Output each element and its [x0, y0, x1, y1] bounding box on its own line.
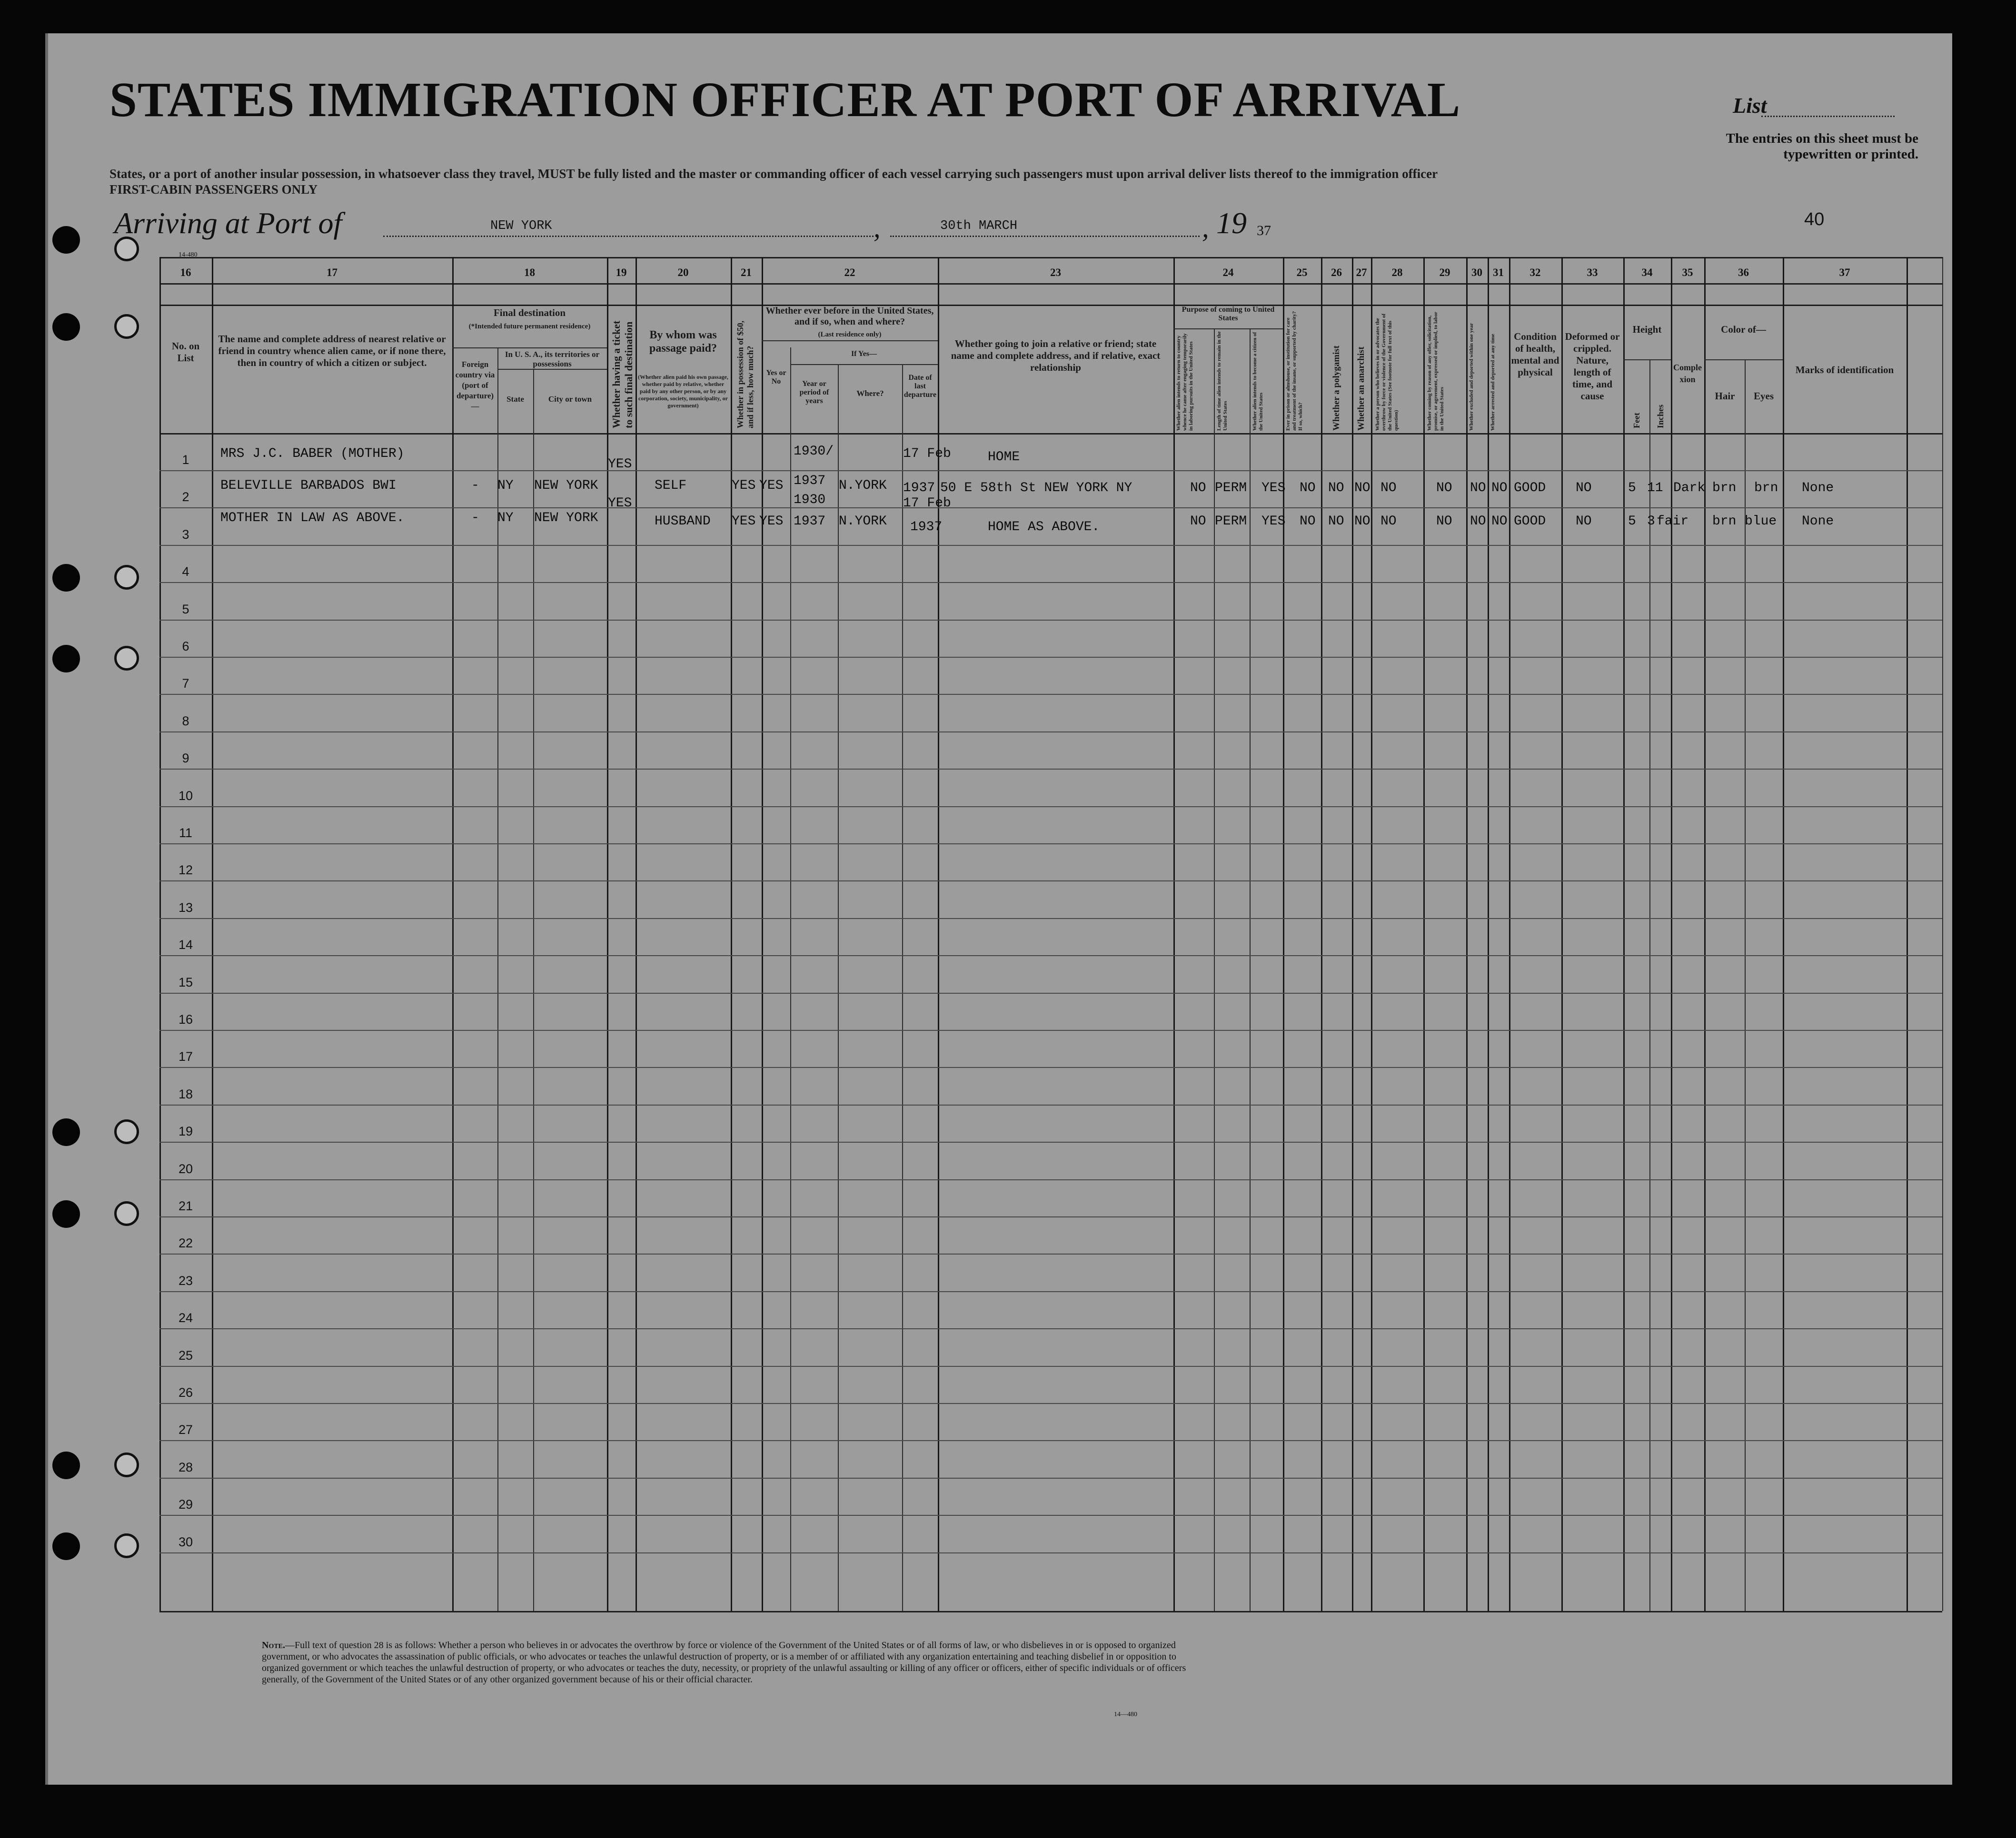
row-number: 2 [182, 490, 189, 504]
header-city: City or town [548, 395, 592, 404]
entry-2-q25: NO [1300, 514, 1316, 529]
table-row [159, 1217, 1942, 1255]
header-state: State [506, 395, 524, 404]
row-number: 10 [178, 788, 193, 803]
binder-hole [52, 645, 80, 672]
table-row [159, 1404, 1942, 1441]
binder-ring [114, 646, 139, 671]
entry-1-purpose-b: PERM [1215, 481, 1247, 495]
entry-1-join-top: HOME [988, 450, 1020, 464]
row-number: 16 [178, 1012, 193, 1027]
entry-1-join: 50 E 58th St NEW YORK NY [940, 481, 1132, 495]
entry-2-q30: NO [1470, 514, 1486, 529]
header-q28: Whether a person who believes in or advocates the overthrow by force or violence of the Government of the United States (See footnote for full text of this question) [1375, 313, 1399, 431]
entry-2-q26: NO [1328, 514, 1344, 529]
subheader-line [1704, 359, 1783, 360]
table-row [159, 1516, 1942, 1553]
footnote [262, 1640, 1195, 1685]
header-polygamist: Whether a polygamist [1331, 345, 1341, 431]
entry-1-health: GOOD [1514, 481, 1546, 495]
column-number: 37 [1839, 267, 1850, 278]
header-health: Condition of health, mental and physical [1511, 331, 1559, 378]
year-prefix: 19 [1216, 206, 1247, 240]
entry-1-foreign: - [471, 478, 479, 493]
header-relative-address: The name and complete address of nearest relative or friend in country whence alien came, or if none there, then in country of which a citizen or subject. [218, 333, 446, 368]
entry-2-hair: brn [1712, 514, 1737, 529]
header-if-yes: If Yes— [851, 350, 877, 358]
header-by-whom-note: (Whether alien paid his own passage, whether paid by relative, whether paid by any other person, or by any corporation, society, municipality, or government) [638, 374, 728, 409]
binder-ring [114, 1453, 139, 1477]
binder-hole [52, 1200, 80, 1228]
row-number: 9 [182, 751, 189, 766]
entry-2-relative: MOTHER IN LAW AS ABOVE. [220, 511, 405, 525]
column-number: 20 [677, 267, 689, 278]
row-number: 20 [178, 1161, 193, 1176]
entry-1-hair: brn [1712, 481, 1737, 495]
header-year-period: Year or period of years [799, 380, 829, 405]
subheader-line [790, 364, 938, 365]
row-number: 13 [178, 900, 193, 915]
class-line: FIRST-CABIN PASSENGERS ONLY [109, 182, 318, 197]
column-number: 29 [1439, 267, 1450, 278]
column-number: 36 [1738, 267, 1749, 278]
entry-1-complexion: Dark [1673, 481, 1706, 495]
header-deformed: Deformed or crippled. Nature, length of time, and cause [1565, 331, 1620, 402]
column-number: 18 [524, 267, 535, 278]
row-number: 24 [178, 1311, 193, 1325]
table-row [159, 770, 1942, 807]
header-marks: Marks of identification [1795, 364, 1894, 376]
row-number: 15 [178, 975, 193, 989]
binder-hole [52, 1452, 80, 1479]
entry-1-relative: BELEVILLE BARBADOS BWI [220, 478, 397, 493]
entry-1-q25: NO [1300, 481, 1316, 495]
row-number: 11 [179, 826, 193, 840]
row-number: 14 [178, 938, 193, 952]
header-anarchist: Whether an anarchist [1356, 346, 1366, 431]
subheader-line [1173, 328, 1283, 329]
row-number: 28 [178, 1460, 193, 1474]
entry-2-state: NY [497, 511, 514, 525]
entry-1-q26: NO [1328, 481, 1344, 495]
table-row [159, 583, 1942, 621]
subheader-line [452, 347, 607, 348]
entry-1-q29: NO [1436, 481, 1452, 495]
header-date-departure: Date of last departure [904, 374, 937, 399]
table-row [159, 1031, 1942, 1068]
table-row [159, 919, 1942, 956]
entry-1-eyes: brn [1754, 481, 1778, 495]
entry-1-feet: 5 [1628, 481, 1636, 495]
binder-ring [114, 314, 139, 339]
table-row [159, 807, 1942, 844]
entry-1-purpose-c: YES [1261, 481, 1286, 495]
entry-1-year-top: 1930/ [794, 444, 834, 459]
column-number: 26 [1331, 267, 1342, 278]
header-feet: Feet [1632, 413, 1641, 428]
entry-2-deformed: NO [1576, 514, 1592, 529]
header-ticket: Whether having a ticket to such final destination [610, 320, 635, 428]
column-number-line [159, 283, 1942, 285]
row-number: 5 [182, 602, 189, 616]
entry-1-purpose-a: NO [1190, 481, 1206, 495]
entry-1-fifty: YES [732, 478, 756, 493]
header-foreign-country: Foreign country via (port of departure)— [455, 360, 495, 411]
header-by-whom-paid: By whom was passage paid? [649, 329, 717, 355]
binder-ring [114, 1119, 139, 1144]
row-number: 26 [178, 1385, 193, 1400]
header-purpose: Purpose of coming to United States [1182, 306, 1275, 322]
header-complexion: Complexion [1673, 363, 1702, 384]
table-row [159, 658, 1942, 695]
entry-1-paid-by: SELF [655, 478, 687, 493]
row-number: 12 [178, 863, 193, 878]
header-where: Where? [856, 389, 884, 398]
header-height: Height [1632, 324, 1662, 335]
header-q31: Whether arrested and deported at any time [1490, 334, 1496, 431]
column-number: 31 [1493, 267, 1504, 278]
header-before-in-us: Whether ever before in the United States, and if so, when and where? [765, 306, 934, 327]
row-number: 7 [182, 676, 189, 691]
binder-hole [52, 1532, 80, 1560]
entry-2-q28: NO [1380, 514, 1397, 529]
footnote-form-number: 14—480 [1114, 1711, 1137, 1718]
binder-ring [114, 565, 139, 590]
row-number: 23 [178, 1273, 193, 1288]
row-number: 17 [178, 1049, 193, 1064]
footnote-label: Note. [262, 1640, 286, 1650]
entry-2-departure-top: 17 Feb [903, 496, 951, 511]
header-fifty-dollars: Whether in possession of $50, and if less, how much? [735, 320, 755, 428]
entry-1-before: YES [759, 478, 784, 493]
entry-2-q31: NO [1491, 514, 1508, 529]
header-eyes: Eyes [1754, 390, 1774, 402]
row-number: 3 [182, 527, 189, 542]
footnote-text: —Full text of question 28 is as follows: Whether a person who believes in or advocates the overthrow by force or violence of the Government of the United States or of all forms of law, or who disbelieves in or is opposed to organized government, or who advocates the assassination of public officials, or who advocates or teaches the unlawful destruction of property, or is a member of or affiliated with any organization entertaining and teaching disbelief in or opposition to organized government or which teaches the unlawful destruction of property, or who advocates or teaches the duty, necessity, or propriety of the unlawful assaulting or killing of any officer or officers, either of specific individuals or of officers generally, of the Government of the United States or of any other organized government because of his or their official character. [262, 1640, 1186, 1685]
table-row [159, 1442, 1942, 1479]
arriving-label: Arriving at Port of [114, 206, 342, 240]
port-line [383, 236, 874, 237]
table-row [159, 695, 1942, 732]
table-row [159, 434, 1942, 471]
table-row [159, 882, 1942, 919]
entry-1-q31: NO [1491, 481, 1508, 495]
table-row [159, 994, 1942, 1031]
table-row [159, 1143, 1942, 1180]
year-suffix: 37 [1257, 223, 1271, 238]
entry-1-departure: 1937 [903, 481, 935, 495]
subheader-line [497, 369, 607, 370]
instruction-text: States, or a port of another insular possession, in whatsoever class they travel, MUST be fully listed and the master or commanding officer of each vessel carrying such passengers must upon arrival deliver lists thereof to the immigration officer [109, 167, 1438, 181]
table-row [159, 1255, 1942, 1292]
header-join-relative: Whether going to join a relative or friend; state name and complete address, and if relative, exact relationship [951, 338, 1161, 373]
entry-1-ticket: YES [608, 457, 632, 472]
entry-1-departure-top: 17 Feb [903, 446, 951, 461]
header-hair: Hair [1715, 390, 1735, 402]
entry-2-purpose-a: NO [1190, 514, 1206, 529]
list-number-line [1761, 116, 1895, 117]
table-row [159, 1292, 1942, 1329]
column-number: 28 [1391, 267, 1403, 278]
binder-hole [52, 313, 80, 341]
header-purpose-b: Length of time alien intends to remain in the United States [1216, 331, 1228, 431]
header-q30: Whether excluded and deported within one year [1469, 323, 1474, 431]
column-number: 22 [844, 267, 855, 278]
row-number: 6 [182, 639, 189, 653]
column-number: 34 [1641, 267, 1653, 278]
table-row [159, 546, 1942, 583]
table-row [159, 957, 1942, 994]
column-number: 16 [180, 267, 191, 278]
header-color-of: Color of— [1721, 324, 1766, 335]
column-number: 23 [1050, 267, 1061, 278]
column-number: 17 [327, 267, 338, 278]
entry-1-marks: None [1802, 481, 1834, 495]
column-number: 35 [1682, 267, 1693, 278]
entry-1-where: N.YORK [839, 478, 887, 493]
header-q29: Whether coming by reason of any offer, solicitation, promise, or agreement, expressed or implied, to labor in the United States [1427, 312, 1445, 431]
entry-2-q29: NO [1436, 514, 1452, 529]
entry-2-before: YES [759, 514, 784, 529]
form-number: 14-480 [179, 251, 198, 258]
row-number: 29 [178, 1497, 193, 1512]
table-row [159, 621, 1942, 658]
entry-2-q27: NO [1354, 514, 1370, 529]
relative-top-line: MRS J.C. BABER (MOTHER) [220, 446, 405, 461]
entry-1-city: NEW YORK [534, 478, 598, 493]
column-number: 19 [616, 267, 627, 278]
header-in-usa: In U. S. A., its territories or possessions [505, 350, 600, 368]
row-number: 18 [178, 1087, 193, 1101]
table-row [159, 732, 1942, 770]
row-number: 4 [182, 564, 189, 579]
header-final-destination-note: (*Intended future permanent residence) [468, 323, 591, 330]
header-inches: Inches [1656, 404, 1665, 428]
column-number: 32 [1529, 267, 1541, 278]
column-number: 24 [1222, 267, 1234, 278]
table-row [159, 1068, 1942, 1106]
entry-2-inches: 3 [1647, 514, 1655, 529]
entry-2-marks: None [1802, 514, 1834, 529]
header-no-on-list: No. on List [171, 340, 200, 364]
entry-1-state: NY [497, 478, 514, 493]
row-number: 8 [182, 713, 189, 728]
table-top-line [159, 257, 1942, 258]
entry-2-departure: 1937 [910, 520, 943, 534]
table-row [159, 1330, 1942, 1367]
port-value: NEW YORK [490, 219, 552, 233]
entry-2-health: GOOD [1514, 514, 1546, 529]
page-number: 40 [1804, 209, 1825, 229]
row-number: 21 [178, 1199, 193, 1213]
header-top-line [159, 305, 1942, 306]
table-row [159, 1106, 1942, 1143]
entry-2-fifty: YES [732, 514, 756, 529]
header-before-note: (Last residence only) [818, 331, 882, 338]
list-label: List [1733, 93, 1767, 118]
header-final-destination: Final destination [493, 307, 566, 318]
column-line [1942, 257, 1943, 1611]
binder-ring [114, 1201, 139, 1226]
row-number: 30 [178, 1534, 193, 1549]
header-yes-no: Yes or No [766, 369, 786, 385]
entry-2-eyes: blue [1745, 514, 1777, 529]
column-number: 25 [1296, 267, 1308, 278]
row-number: 22 [178, 1236, 193, 1251]
arrival-date: 30th MARCH [940, 219, 1018, 233]
subheader-line [762, 340, 938, 341]
header-prison: Ever in prison or almshouse, or institution for care and treatment of the insane, or supported by charity? If so, which? [1285, 311, 1303, 431]
entry-1-q30: NO [1470, 481, 1486, 495]
entry-2-where: N.YORK [839, 514, 887, 529]
column-number: 27 [1356, 267, 1367, 278]
row-number: 1 [182, 453, 189, 467]
comma-separator: , [1202, 212, 1209, 243]
entry-1-year: 1937 [794, 474, 826, 488]
binder-hole [52, 564, 80, 592]
column-number: 33 [1587, 267, 1598, 278]
table-bottom-line [159, 1611, 1942, 1612]
entry-1-deformed: NO [1576, 481, 1592, 495]
table-row [159, 1367, 1942, 1404]
entry-1-inches: 11 [1647, 481, 1663, 495]
entry-2-foreign: - [471, 511, 479, 525]
row-number: 25 [178, 1348, 193, 1363]
binder-hole [52, 226, 80, 254]
subheader-line [1623, 359, 1671, 360]
binder-hole [52, 1118, 80, 1146]
entry-2-year-top: 1930 [794, 493, 826, 507]
column-number: 21 [741, 267, 752, 278]
entry-2-year: 1937 [794, 514, 826, 529]
header-purpose-a: Whether alien intends to return to country whence he came after engaging temporarily in laboring pursuits in the United States [1176, 333, 1194, 431]
header-purpose-c: Whether alien intends to become a citizen of the United States [1252, 332, 1264, 431]
entry-2-ticket: YES [608, 496, 632, 511]
entry-1-q28: NO [1380, 481, 1397, 495]
typewritten-note: The entries on this sheet must be typewritten or printed. [1726, 131, 1918, 162]
entry-2-feet: 5 [1628, 514, 1636, 529]
entry-2-complexion: fair [1657, 514, 1689, 529]
entry-2-purpose-c: YES [1261, 514, 1286, 529]
date-line [890, 236, 1200, 237]
entry-1-q27: NO [1354, 481, 1370, 495]
entry-2-join: HOME AS ABOVE. [988, 520, 1100, 534]
table-row [159, 1479, 1942, 1516]
column-number: 30 [1471, 267, 1482, 278]
binder-ring [114, 1533, 139, 1558]
entry-2-paid-by: HUSBAND [655, 514, 711, 529]
row-number: 19 [178, 1124, 193, 1139]
table-row [159, 1180, 1942, 1217]
page-title: STATES IMMIGRATION OFFICER AT PORT OF ARRIVAL [109, 72, 1461, 127]
table-row [159, 844, 1942, 881]
comma-separator: , [874, 212, 881, 243]
entry-2-city: NEW YORK [534, 511, 598, 525]
row-number: 27 [178, 1423, 193, 1437]
entry-2-purpose-b: PERM [1215, 514, 1247, 529]
